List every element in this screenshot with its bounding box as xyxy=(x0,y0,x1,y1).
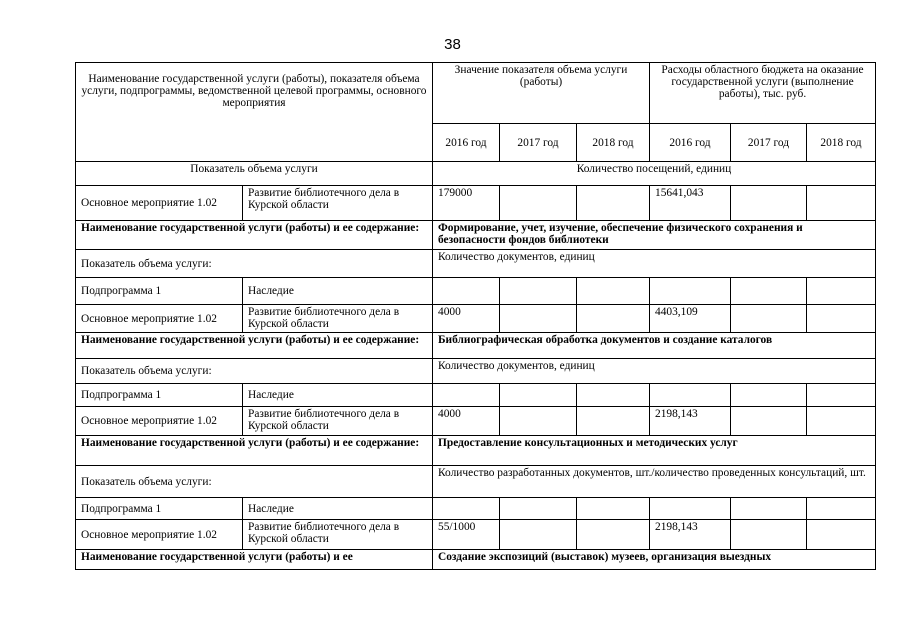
expenses-2018-value xyxy=(807,186,876,221)
volume-2018-value xyxy=(577,305,650,333)
volume-2016-value: 179000 xyxy=(433,186,500,221)
expenses-2018-value xyxy=(807,498,876,520)
activity-label: Основное мероприятие 1.02 xyxy=(76,407,243,436)
activity-name: Развитие библиотечного дела в Курской области xyxy=(243,407,433,436)
expenses-2018-value xyxy=(807,407,876,436)
subprogram-name: Наследие xyxy=(243,384,433,407)
expenses-2017-value xyxy=(731,407,807,436)
expenses-2017-value xyxy=(731,384,807,407)
expenses-2017-value xyxy=(731,520,807,550)
indicator-label: Показатель объема услуги: xyxy=(76,466,433,498)
year-volume-2017: 2017 год xyxy=(500,124,577,162)
subprogram-label: Подпрограмма 1 xyxy=(76,278,243,305)
header-volume-column: Значение показателя объема услуги (работы) xyxy=(433,63,650,124)
header-name-column xyxy=(76,63,433,162)
expenses-2017-value xyxy=(731,305,807,333)
indicator-label: Показатель объема услуги: xyxy=(76,250,433,278)
year-expenses-2018: 2018 год xyxy=(807,124,876,162)
volume-2016-value: 55/1000 xyxy=(433,520,500,550)
volume-2017-value xyxy=(500,407,577,436)
indicator-value: Количество документов, единиц xyxy=(433,250,876,278)
subprogram-label: Подпрограмма 1 xyxy=(76,498,243,520)
expenses-2018-value xyxy=(807,305,876,333)
expenses-2016-value: 2198,143 xyxy=(650,520,731,550)
volume-2016-value: 4000 xyxy=(433,407,500,436)
volume-2017-value xyxy=(500,384,577,407)
volume-2017-value xyxy=(500,278,577,305)
service-label: Наименование государственной услуги (работы) и ее xyxy=(76,550,433,570)
activity-name: Развитие библиотечного дела в Курской области xyxy=(243,305,433,333)
service-label: Наименование государственной услуги (работы) и ее содержание: xyxy=(76,436,433,466)
expenses-2016-value: 2198,143 xyxy=(650,407,731,436)
volume-2018-value xyxy=(577,407,650,436)
indicator-label: Показатель объема услуги: xyxy=(76,359,433,384)
volume-2018-value xyxy=(577,278,650,305)
indicator-label: Показатель объема услуги xyxy=(76,162,433,186)
activity-label: Основное мероприятие 1.02 xyxy=(76,520,243,550)
volume-2016-value xyxy=(433,498,500,520)
subprogram-name: Наследие xyxy=(243,498,433,520)
service-value: Библиографическая обработка документов и создание каталогов xyxy=(433,333,876,359)
header-expenses-column: Расходы областного бюджета на оказание государственной услуги (выполнение работы), тыс. руб. xyxy=(650,63,876,124)
year-expenses-2017: 2017 год xyxy=(731,124,807,162)
service-value: Формирование, учет, изучение, обеспечение физического сохранения и безопасности фондов библиотеки xyxy=(433,221,876,250)
expenses-2016-value xyxy=(650,278,731,305)
year-volume-2018: 2018 год xyxy=(577,124,650,162)
service-label: Наименование государственной услуги (работы) и ее содержание: xyxy=(76,333,433,359)
volume-2018-value xyxy=(577,186,650,221)
expenses-2017-value xyxy=(731,498,807,520)
volume-2016-value xyxy=(433,278,500,305)
activity-name: Развитие библиотечного дела в Курской области xyxy=(243,520,433,550)
subprogram-name: Наследие xyxy=(243,278,433,305)
expenses-2017-value xyxy=(731,186,807,221)
expenses-2017-value xyxy=(731,278,807,305)
service-label: Наименование государственной услуги (работы) и ее содержание: xyxy=(76,221,433,250)
volume-2018-value xyxy=(577,520,650,550)
year-volume-2016: 2016 год xyxy=(433,124,500,162)
services-table xyxy=(75,62,876,570)
activity-label: Основное мероприятие 1.02 xyxy=(76,305,243,333)
service-value: Предоставление консультационных и методических услуг xyxy=(433,436,876,466)
volume-2016-value xyxy=(433,384,500,407)
service-value: Создание экспозиций (выставок) музеев, организация выездных xyxy=(433,550,876,570)
volume-2016-value: 4000 xyxy=(433,305,500,333)
volume-2017-value xyxy=(500,520,577,550)
expenses-2018-value xyxy=(807,520,876,550)
indicator-value: Количество посещений, единиц xyxy=(433,162,876,186)
expenses-2018-value xyxy=(807,384,876,407)
indicator-value: Количество документов, единиц xyxy=(433,359,876,384)
activity-name: Развитие библиотечного дела в Курской области xyxy=(243,186,433,221)
subprogram-label: Подпрограмма 1 xyxy=(76,384,243,407)
expenses-2016-value: 15641,043 xyxy=(650,186,731,221)
expenses-2016-value: 4403,109 xyxy=(650,305,731,333)
volume-2018-value xyxy=(577,384,650,407)
indicator-value: Количество разработанных документов, шт./количество проведенных консультаций, шт. xyxy=(433,466,876,498)
expenses-2016-value xyxy=(650,384,731,407)
volume-2017-value xyxy=(500,186,577,221)
volume-2017-value xyxy=(500,498,577,520)
volume-2017-value xyxy=(500,305,577,333)
activity-label: Основное мероприятие 1.02 xyxy=(76,186,243,221)
volume-2018-value xyxy=(577,498,650,520)
expenses-2018-value xyxy=(807,278,876,305)
page-number: 38 xyxy=(444,36,461,53)
year-expenses-2016: 2016 год xyxy=(650,124,731,162)
expenses-2016-value xyxy=(650,498,731,520)
header-name-text: Наименование государственной услуги (работы), показателя объема услуги, подпрограммы, ведомственной целевой программы, основного мероприятия xyxy=(81,73,427,109)
